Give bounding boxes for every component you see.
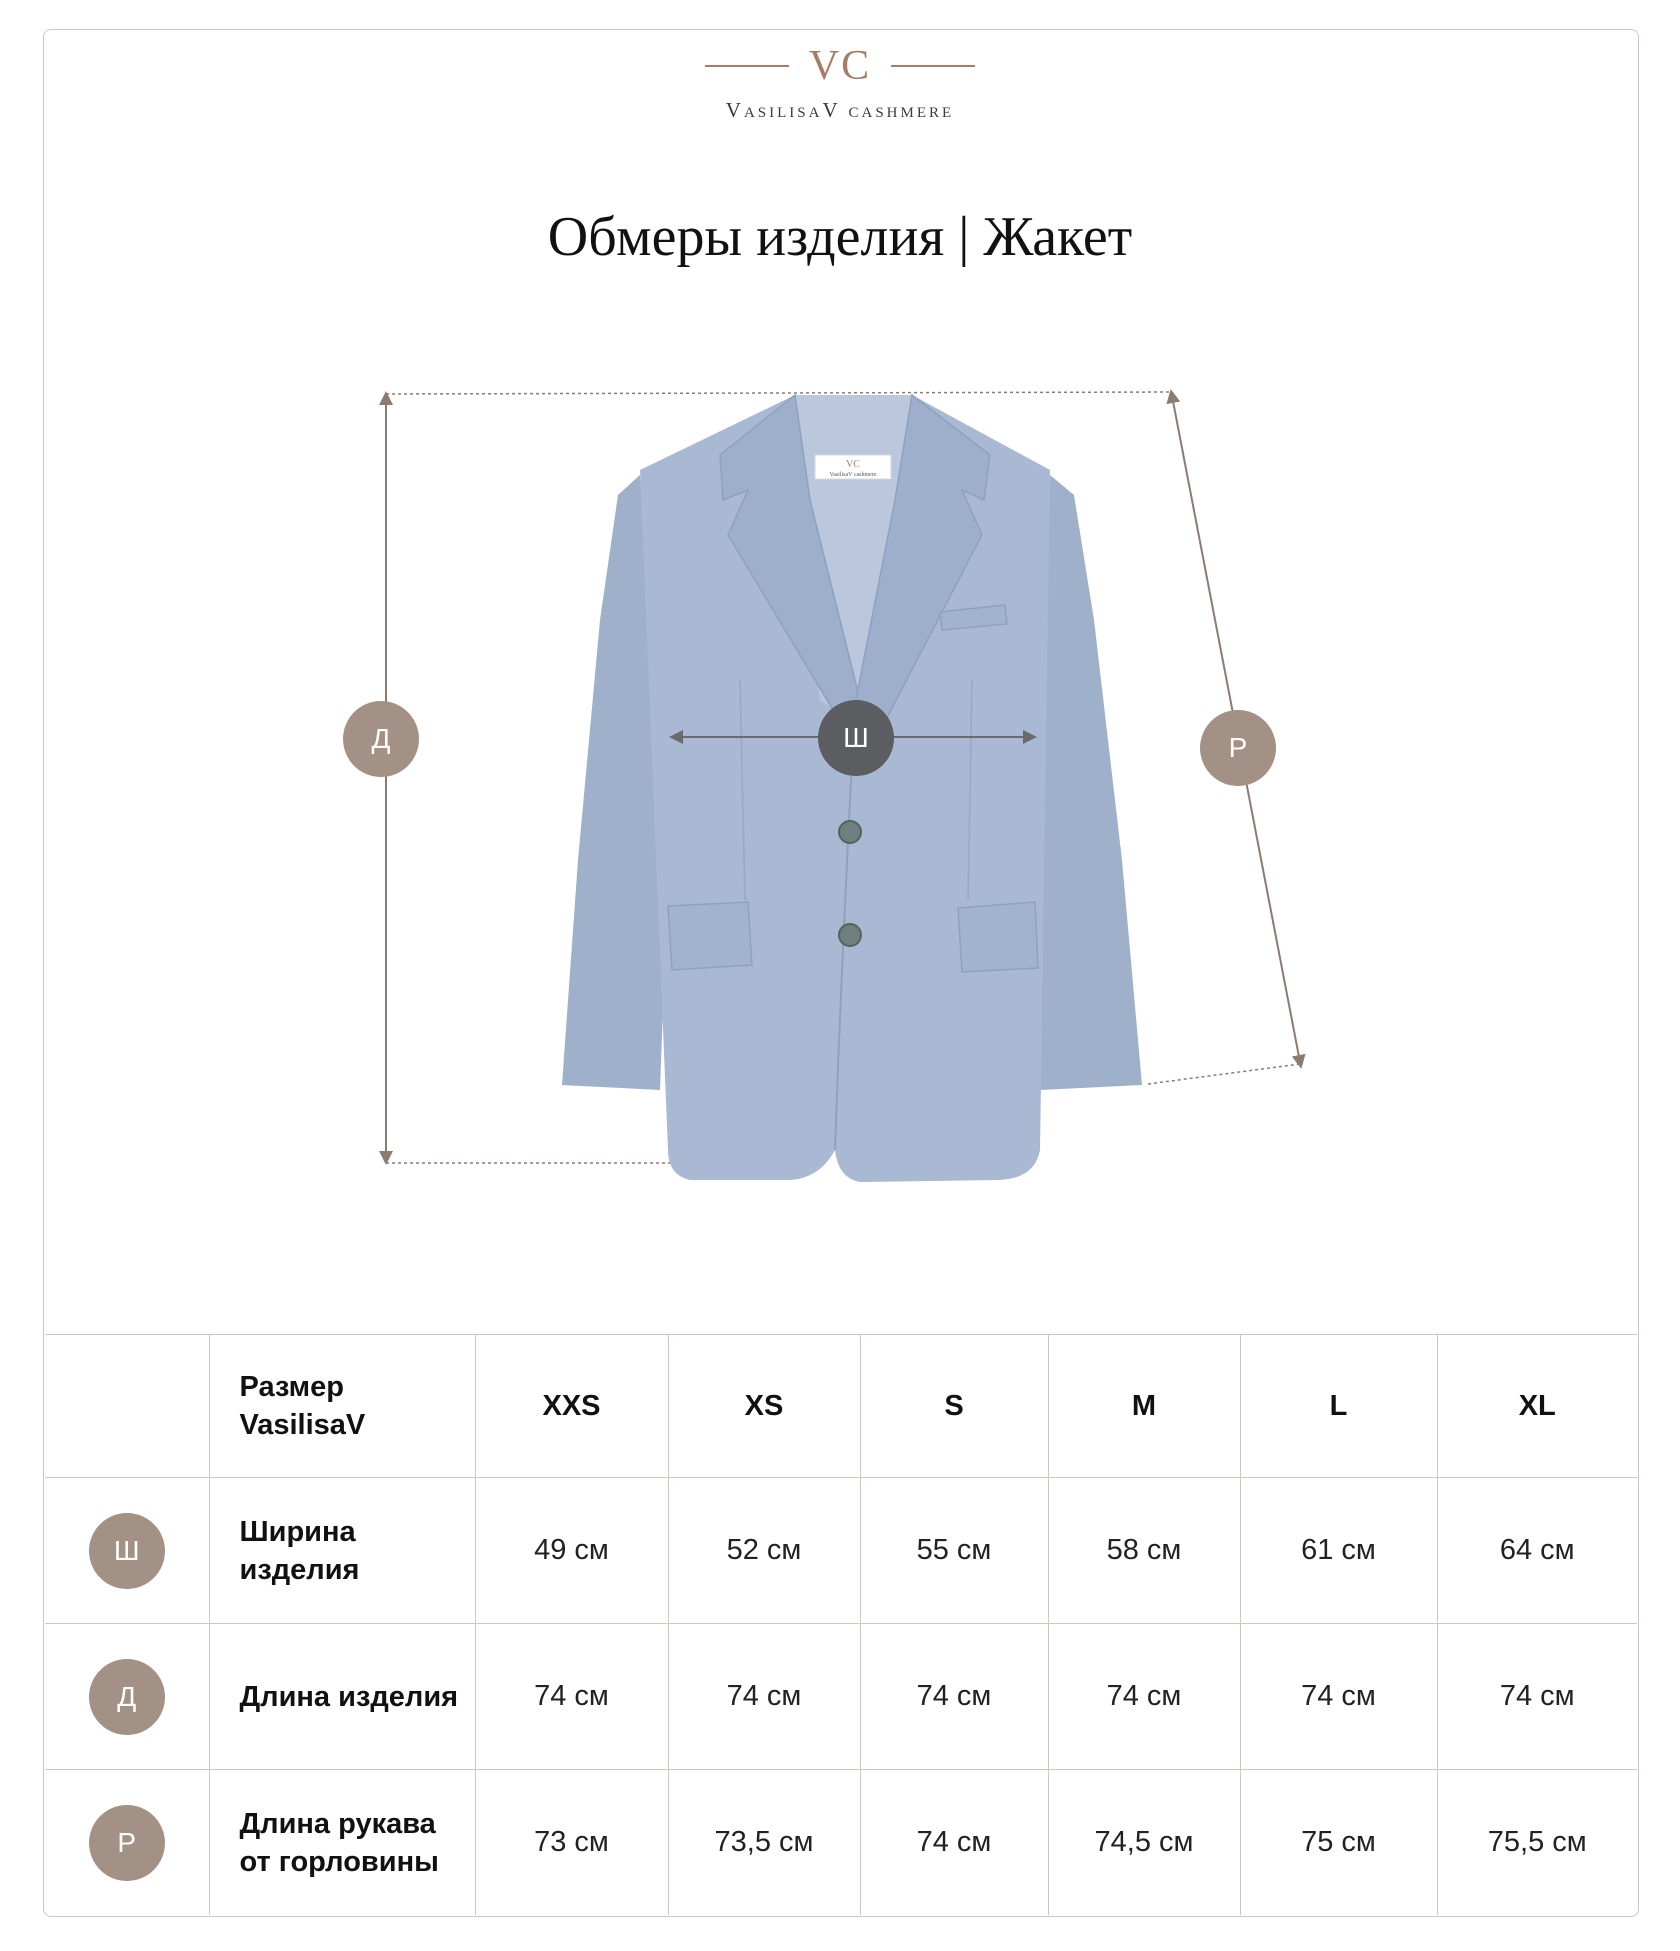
size-table (45, 1334, 1637, 1915)
table-cell: 74 см (1437, 1624, 1637, 1770)
table-cell: 74,5 см (1048, 1770, 1240, 1916)
width-badge: Ш (818, 700, 894, 776)
length-badge: Д (343, 701, 419, 777)
size-header-row (45, 1335, 1637, 1478)
table-row (45, 1478, 1637, 1624)
sleeve-row-label: Длина рукава от горловины (209, 1770, 475, 1916)
table-cell: 73,5 см (668, 1770, 860, 1916)
table-cell: 61 см (1240, 1478, 1437, 1624)
row-badge-cell (45, 1624, 209, 1770)
size-header-l: L (1240, 1335, 1437, 1478)
table-cell: 75,5 см (1437, 1770, 1637, 1916)
table-cell: 55 см (860, 1478, 1048, 1624)
size-header-label: Размер VasilisaV (209, 1335, 475, 1478)
sleeve-badge: Р (1200, 710, 1276, 786)
table-row (45, 1624, 1637, 1770)
jacket-illustration (562, 395, 1142, 1182)
table-cell: 74 см (475, 1624, 668, 1770)
page-title: Обмеры изделия | Жакет (547, 206, 1133, 268)
row-badge-cell (45, 1770, 209, 1916)
brand-monogram: VC (808, 43, 872, 89)
tag-monogram: VC (846, 459, 860, 470)
table-cell: 52 см (668, 1478, 860, 1624)
length-row-badge: Д (89, 1659, 165, 1735)
table-cell: 75 см (1240, 1770, 1437, 1916)
width-row-label: Ширина изделия (209, 1478, 475, 1624)
table-cell: 74 см (1048, 1624, 1240, 1770)
width-row-badge: Ш (89, 1513, 165, 1589)
table-row (45, 1770, 1637, 1916)
table-cell: 74 см (1240, 1624, 1437, 1770)
table-cell: 64 см (1437, 1478, 1637, 1624)
table-cell: 74 см (668, 1624, 860, 1770)
size-header-xxs: XXS (475, 1335, 668, 1478)
table-cell: 73 см (475, 1770, 668, 1916)
row-badge-cell (45, 1478, 209, 1624)
brand-name: VasilisaV cashmere (725, 98, 955, 122)
table-cell: 74 см (860, 1624, 1048, 1770)
size-header-xs: XS (668, 1335, 860, 1478)
tag-brand-name: VasilisaV cashmere (829, 472, 877, 478)
table-cell: 58 см (1048, 1478, 1240, 1624)
size-header-s: S (860, 1335, 1048, 1478)
length-row-label: Длина изделия (209, 1624, 475, 1770)
size-header-xl: XL (1437, 1335, 1637, 1478)
table-cell: 74 см (860, 1770, 1048, 1916)
table-cell: 49 см (475, 1478, 668, 1624)
empty-corner-cell (45, 1335, 209, 1478)
sleeve-row-badge: Р (89, 1805, 165, 1881)
size-header-m: M (1048, 1335, 1240, 1478)
